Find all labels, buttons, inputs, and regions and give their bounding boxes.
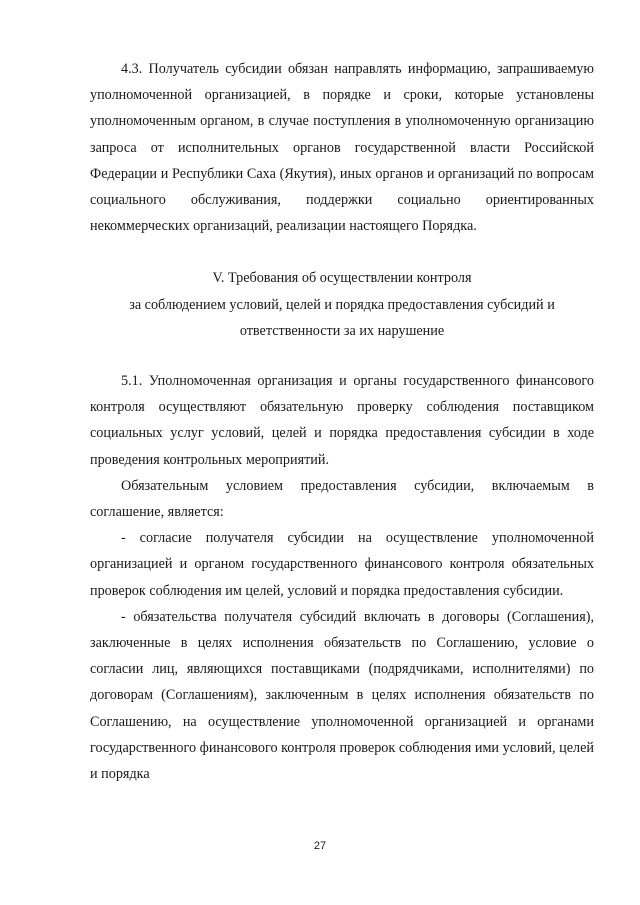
paragraph-condition: Обязательным условием предоставления субсидии, включаемым в соглашение, является: bbox=[90, 477, 594, 521]
section-heading bbox=[90, 265, 594, 344]
bullet-item-obligations: - обязательства получателя субсидий включать в договоры (Соглашения), заключенные в целях исполнения обязательств по Соглашению, условие о согласии лиц, являющихся поставщиками (подрядчиками, исполнителями) по договорам (Соглашениям), заключенным в целях исполнения обязательств по Соглашению, на осуществление уполномоченной организацией и органами государственного финансового контроля проверок соблюдения ими условий, целей и порядка bbox=[90, 608, 594, 783]
spacer bbox=[90, 344, 594, 368]
paragraph-5-1: 5.1. Уполномоченная организация и органы государственного финансового контроля осуществляют обязательную проверку соблюдения поставщиком социальных услуг условий, целей и порядка предоставления субсидии в ходе проведения контрольных мероприятий. bbox=[90, 373, 594, 468]
section-heading-line-3: ответственности за их нарушение bbox=[239, 322, 445, 339]
section-heading-line-2: за соблюдением условий, целей и порядка предоставления субсидий и bbox=[129, 296, 555, 313]
bullet-item-consent: - согласие получателя субсидии на осуществление уполномоченной организацией и органом государственного финансового контроля обязательных проверок соблюдения им целей, условий и порядка предоставления субсидии. bbox=[90, 530, 594, 599]
spacer bbox=[90, 239, 594, 265]
section-heading-line-1: V. Требования об осуществлении контроля bbox=[212, 270, 472, 287]
document-page bbox=[90, 56, 594, 787]
page-number: 27 bbox=[313, 840, 327, 852]
paragraph-4-3: 4.3. Получатель субсидии обязан направлять информацию, запрашиваемую уполномоченной организацией, в порядке и сроки, которые установлены уполномоченным органом, в случае поступления в уполномоченную организацию запроса от исполнительных органов государственной власти Российской Федерации и Республики Саха (Якутия), иных органов и организаций по вопросам социального обслуживания, поддержки социально ориентированных некоммерческих организаций, реализации настоящего Порядка. bbox=[90, 61, 594, 235]
